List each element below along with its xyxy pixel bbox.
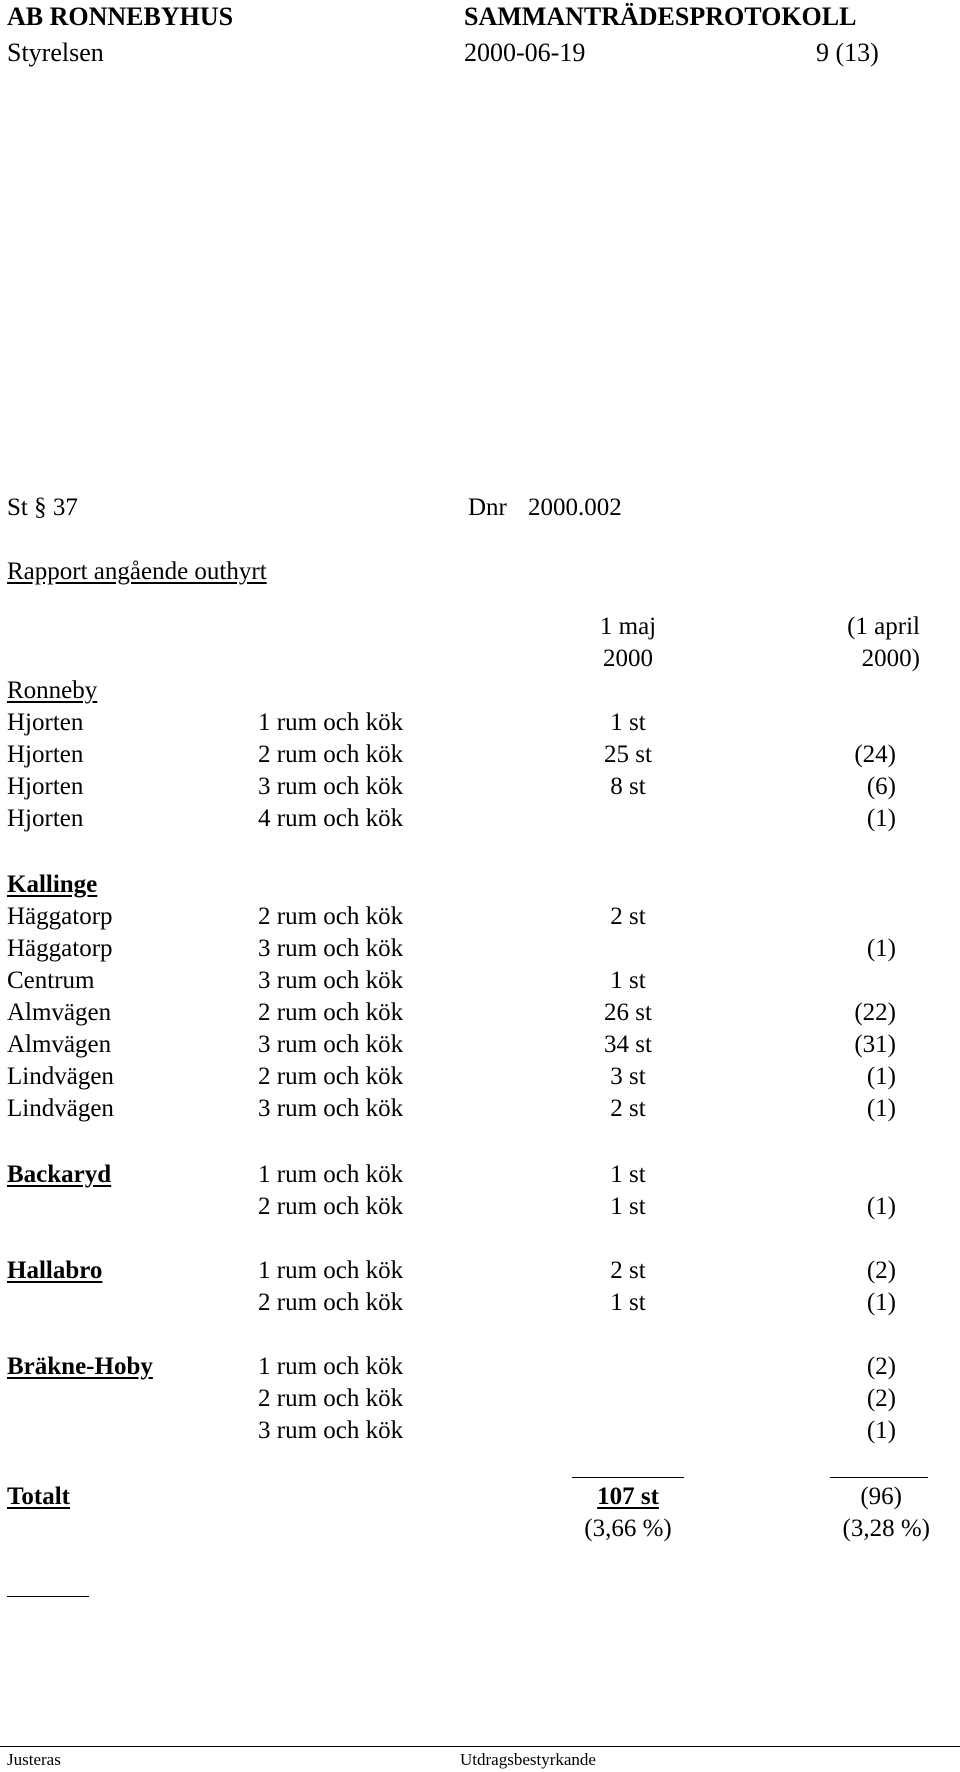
footer-justeras: Justeras xyxy=(7,1750,61,1769)
row-size: 4 rum och kök xyxy=(258,805,404,832)
row-size: 1 rum och kök xyxy=(258,1161,404,1188)
row-current-count: 2 st xyxy=(610,1257,646,1284)
row-previous-count: (2) xyxy=(866,1385,896,1412)
row-previous-count: (6) xyxy=(866,773,896,800)
row-area: Centrum xyxy=(7,967,95,994)
row-previous-count: (1) xyxy=(866,935,896,962)
dnr-value: 2000.002 xyxy=(528,494,622,521)
row-size: 3 rum och kök xyxy=(258,1417,404,1444)
row-size: 1 rum och kök xyxy=(258,1257,404,1284)
row-previous-count: (1) xyxy=(866,1095,896,1122)
total-label: Totalt xyxy=(7,1483,70,1510)
row-current-count: 1 st xyxy=(610,1289,646,1316)
row-previous-count: (22) xyxy=(854,999,896,1026)
row-current-count: 2 st xyxy=(610,1095,646,1122)
row-previous-count: (1) xyxy=(866,1193,896,1220)
row-size: 2 rum och kök xyxy=(258,1385,404,1412)
page-number: 9 (13) xyxy=(816,38,879,67)
total-current: 107 st xyxy=(597,1483,659,1510)
row-previous-count: (1) xyxy=(866,1063,896,1090)
row-area: Hjorten xyxy=(7,805,84,832)
org-name: AB RONNEBYHUS xyxy=(7,2,234,31)
paragraph-number: St § 37 xyxy=(7,494,78,521)
row-current-count: 26 st xyxy=(604,999,652,1026)
total-previous-percent: (3,28 %) xyxy=(842,1515,930,1542)
group-heading-ronneby: Ronneby xyxy=(7,677,98,704)
row-size: 2 rum och kök xyxy=(258,741,404,768)
group-heading-brakne-hoby: Bräkne-Hoby xyxy=(7,1353,153,1380)
row-size: 2 rum och kök xyxy=(258,1289,404,1316)
group-heading-backaryd: Backaryd xyxy=(7,1161,112,1188)
row-current-count: 1 st xyxy=(610,967,646,994)
row-previous-count: (1) xyxy=(866,805,896,832)
row-size: 2 rum och kök xyxy=(258,903,404,930)
col-current-line1: 1 maj xyxy=(599,613,657,640)
row-size: 3 rum och kök xyxy=(258,1095,404,1122)
col-current-line2: 2000 xyxy=(603,645,653,672)
row-current-count: 25 st xyxy=(604,741,652,768)
report-title: Rapport angående outhyrt xyxy=(7,558,267,585)
row-size: 3 rum och kök xyxy=(258,1031,404,1058)
dnr-label: Dnr xyxy=(468,494,507,521)
row-size: 3 rum och kök xyxy=(258,967,404,994)
row-area: Almvägen xyxy=(7,999,112,1026)
row-area: Häggatorp xyxy=(7,903,113,930)
row-area: Lindvägen xyxy=(7,1063,114,1090)
footnote-rule xyxy=(7,1596,89,1597)
row-previous-count: (2) xyxy=(866,1257,896,1284)
sum-rule-current xyxy=(572,1477,684,1478)
row-previous-count: (2) xyxy=(866,1353,896,1380)
meeting-date: 2000-06-19 xyxy=(464,38,586,67)
row-area: Hjorten xyxy=(7,709,84,736)
row-area: Hjorten xyxy=(7,773,84,800)
col-previous-line1: (1 april xyxy=(847,613,920,640)
row-area: Hjorten xyxy=(7,741,84,768)
row-size: 1 rum och kök xyxy=(258,1353,404,1380)
row-size: 1 rum och kök xyxy=(258,709,404,736)
row-size: 2 rum och kök xyxy=(258,1193,404,1220)
row-size: 3 rum och kök xyxy=(258,935,404,962)
total-current-percent: (3,66 %) xyxy=(584,1515,672,1542)
group-heading-hallabro: Hallabro xyxy=(7,1257,103,1284)
row-size: 3 rum och kök xyxy=(258,773,404,800)
row-previous-count: (1) xyxy=(866,1417,896,1444)
row-previous-count: (1) xyxy=(866,1289,896,1316)
document-title: SAMMANTRÄDESPROTOKOLL xyxy=(464,2,857,31)
row-current-count: 1 st xyxy=(610,1193,646,1220)
row-previous-count: (31) xyxy=(854,1031,896,1058)
footer-utdragsbestyrkande: Utdragsbestyrkande xyxy=(460,1750,596,1769)
col-previous-line2: 2000) xyxy=(861,645,920,672)
row-current-count: 8 st xyxy=(610,773,646,800)
row-current-count: 3 st xyxy=(610,1063,646,1090)
row-area: Almvägen xyxy=(7,1031,112,1058)
row-previous-count: (24) xyxy=(854,741,896,768)
row-current-count: 1 st xyxy=(610,709,646,736)
total-previous: (96) xyxy=(860,1483,902,1510)
group-heading-kallinge: Kallinge xyxy=(7,871,98,898)
row-current-count: 1 st xyxy=(610,1161,646,1188)
row-area: Lindvägen xyxy=(7,1095,114,1122)
sum-rule-previous xyxy=(830,1477,928,1478)
row-size: 2 rum och kök xyxy=(258,1063,404,1090)
board-name: Styrelsen xyxy=(7,38,104,67)
row-current-count: 34 st xyxy=(604,1031,652,1058)
footer-rule xyxy=(0,1746,960,1747)
row-current-count: 2 st xyxy=(610,903,646,930)
row-size: 2 rum och kök xyxy=(258,999,404,1026)
row-area: Häggatorp xyxy=(7,935,113,962)
